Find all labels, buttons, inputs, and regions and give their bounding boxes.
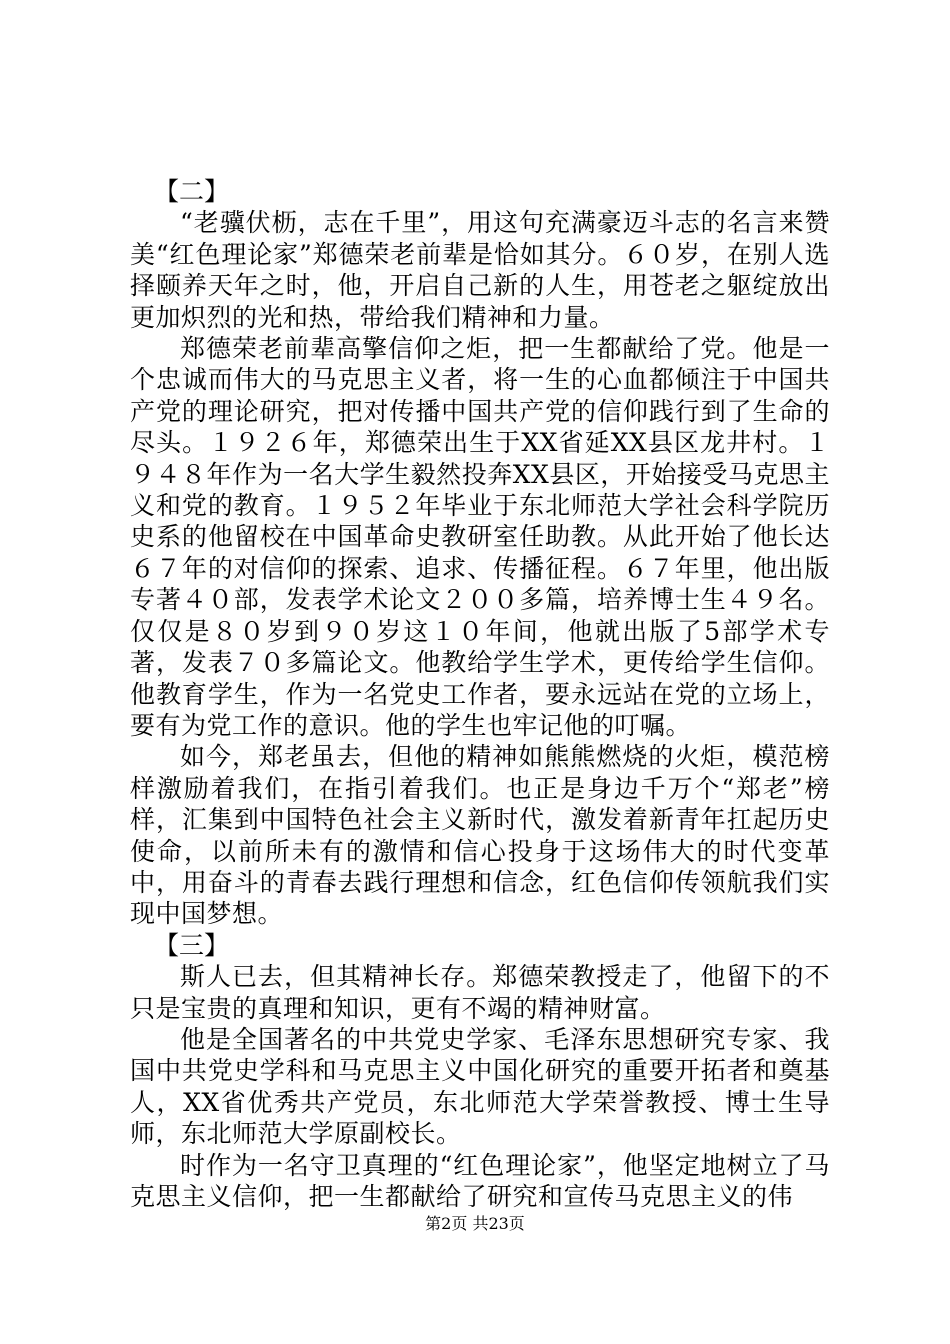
paragraph: “老骥伏枥，志在千里”，用这句充满豪迈斗志的名言来赞美“红色理论家”郑德荣老前辈是恰如其分。６０岁，在别人选择颐养天年之时，他，开启自己新的人生，用苍老之躯绽放出更加炽烈的光和热，带给我们精神和力量。 [130, 208, 830, 332]
paragraph: 如今，郑老虽去，但他的精神如熊熊燃烧的火炬，模范榜样激励着我们，在指引着我们。也正是身边千万个“郑老”榜样，汇集到中国特色社会主义新时代，激发着新青年扛起历史使命，以前所未有的激情和信心投身于这场伟大的时代变革中，用奋斗的青春去践行理想和信念，红色信仰传领航我们实现中国梦想。 [130, 742, 830, 929]
paragraph: 郑德荣老前辈高擎信仰之炬，把一生都献给了党。他是一个忠诚而伟大的马克思主义者，将一生的心血都倾注于中国共产党的理论研究，把对传播中国共产党的信仰践行到了生命的尽头。１９２６年，郑德荣出生于XX省延XX县区龙井村。１９４８年作为一名大学生毅然投奔XX县区，开始接受马克思主义和党的教育。１９５２年毕业于东北师范大学社会科学院历史系的他留校在中国革命史教研室任助教。从此开始了他长达６７年的对信仰的探索、追求、传播征程。６７年里，他出版专著４０部，发表学术论文２００多篇，培养博士生４９名。仅仅是８０岁到９０岁这１０年间，他就出版了5部学术专著，发表７０多篇论文。他教给学生学术，更传给学生信仰。他教育学生，作为一名党史工作者，要永远站在党的立场上，要有为党工作的意识。他的学生也牢记他的叮嘱。 [130, 334, 830, 740]
paragraph: 他是全国著名的中共党史学家、毛泽东思想研究专家、我国中共党史学科和马克思主义中国化研究的重要开拓者和奠基人，XX省优秀共产党员，东北师范大学荣誉教授、博士生导师，东北师范大学原副校长。 [130, 1024, 830, 1149]
paragraph: 时作为一名守卫真理的“红色理论家”，他坚定地树立了马克思主义信仰，把一生都献给了研究和宣传马克思主义的伟 [130, 1150, 830, 1211]
document-body [130, 176, 830, 1212]
section-heading: 【二】 [154, 177, 230, 206]
page-footer: 第2页 共23页 [425, 1214, 525, 1233]
section-heading: 【三】 [154, 930, 230, 960]
paragraph: 斯人已去，但其精神长存。郑德荣教授走了，他留下的不只是宝贵的真理和知识，更有不竭的精神财富。 [130, 962, 830, 1023]
